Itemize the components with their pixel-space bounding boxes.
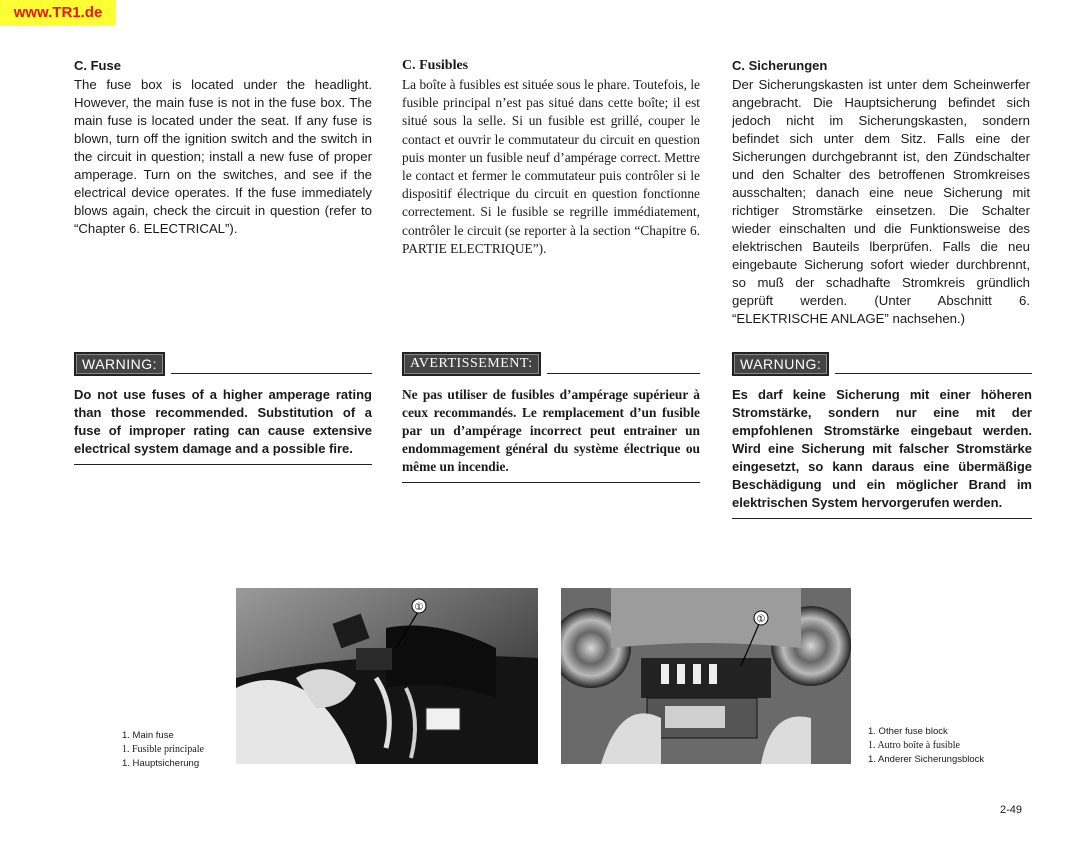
callout-marker: ① [414,602,424,613]
french-body: La boîte à fusibles est située sous le phare. Toutefois, le fusible principal n’est pas situé dans cette boîte; il est situé sous la selle. Si un fusible est grillé, couper le contact et ouvrir le commutateur du circuit en question puis monter un fusible neuf d’ampérage correct. Mettre le contact et fermer le commutateur puis contrôler si le dispositif électrique du circuit en question fonctionne correctement. Si le fusible se regrille immédiatement, contrôler le circuit (se reporter à la section “Chapitre 6. PARTIE ELECTRIQUE”). [402,77,700,256]
french-warning [402,350,700,483]
site-tag: www.TR1.de [0,0,116,26]
english-warning-label: WARNING: [74,352,165,376]
german-title: C. Sicherungen [732,58,828,73]
main-fuse-photo [236,588,538,764]
german-warning-label: WARNUNG: [732,352,829,376]
german-body: Der Sicherungskasten ist unter dem Scheinwerfer angebracht. Die Hauptsicherung befindet sich jedoch nicht im Sicherungskasten, sondern befindet sich unter dem Sitz. Falls eine der Sicherungen durchgebrannt ist, den Zündschalter und den Schalter des betroffenen Stromkreises ausschalten; danach eine neue Sicherung mit richtiger Stromstärke einsetzen. Die Schalter wieder einschalten und die Funktionsweise des elektrischen Bauteils lberprüfen. Falls die neu eingebaute Sicherung sofort wieder durchbrennt, so muß der schadhafte Stromkreis gründlich geprüft werden. (Unter Abschnitt 6. “ELEKTRISCHE ANLAGE” nachsehen.) [732,77,1030,326]
caption-line-fr: 1. Fusible principale [122,744,204,755]
caption-line-en: 1. Main fuse [122,730,174,741]
main-fuse-caption [122,729,204,771]
caption-line-fr: 1. Autro boîte à fusible [868,740,960,751]
caption-line-de: 1. Anderer Sicherungsblock [868,754,985,765]
warning-rule [547,372,700,374]
warning-rule [835,372,1032,374]
english-body: The fuse box is located under the headlight. However, the main fuse is not in the fuse box. The main fuse is located under the seat. If any fuse is blown, turn off the ignition switch and the switch in the circuit in question; install a new fuse of proper amperage. Turn on the switches, and see if the electrical device operates. If the fuse immediately blows again, check the circuit in question (refer to “Chapter 6. ELECTRICAL”). [74,77,372,236]
english-section [74,58,372,238]
english-warning-text: Do not use fuses of a higher amperage rating than those recommended. Substitution of a fuse of improper rating can cause extensive electrical system damage and a possible fire. [74,386,372,465]
french-section [402,58,700,258]
fuse-block-photo [561,588,851,764]
callout-marker: ① [756,614,766,625]
german-section [732,58,1030,328]
english-warning [74,350,372,465]
french-warning-label: AVERTISSEMENT: [402,352,541,376]
german-warning-text: Es darf keine Sicherung mit einer höheren Stromstärke, sondern nur eine mit der empfohlenen Stromstärke eingebaut werden. Wird eine Sicherung mit falscher Stromstärke eingesetzt, so kann daraus eine übermäßige Beschädigung und ein möglicher Brand im elektrischen System hervorgerufen werden. [732,386,1032,519]
german-warning [732,350,1032,519]
fuse-block-caption [868,725,984,767]
caption-line-de: 1. Hauptsicherung [122,758,200,769]
page-number: 2-49 [1000,804,1023,816]
warning-rule [171,372,372,374]
french-title: C. Fusibles [402,58,469,73]
caption-line-en: 1. Other fuse block [868,726,948,737]
english-title: C. Fuse [74,58,121,73]
french-warning-text: Ne pas utiliser de fusibles d’ampérage supérieur à ceux recommandés. Le remplacement d’un fusible par un d’ampérage incorrect peut entrainer un endommagement général du système électrique ou même un incendie. [402,386,700,483]
